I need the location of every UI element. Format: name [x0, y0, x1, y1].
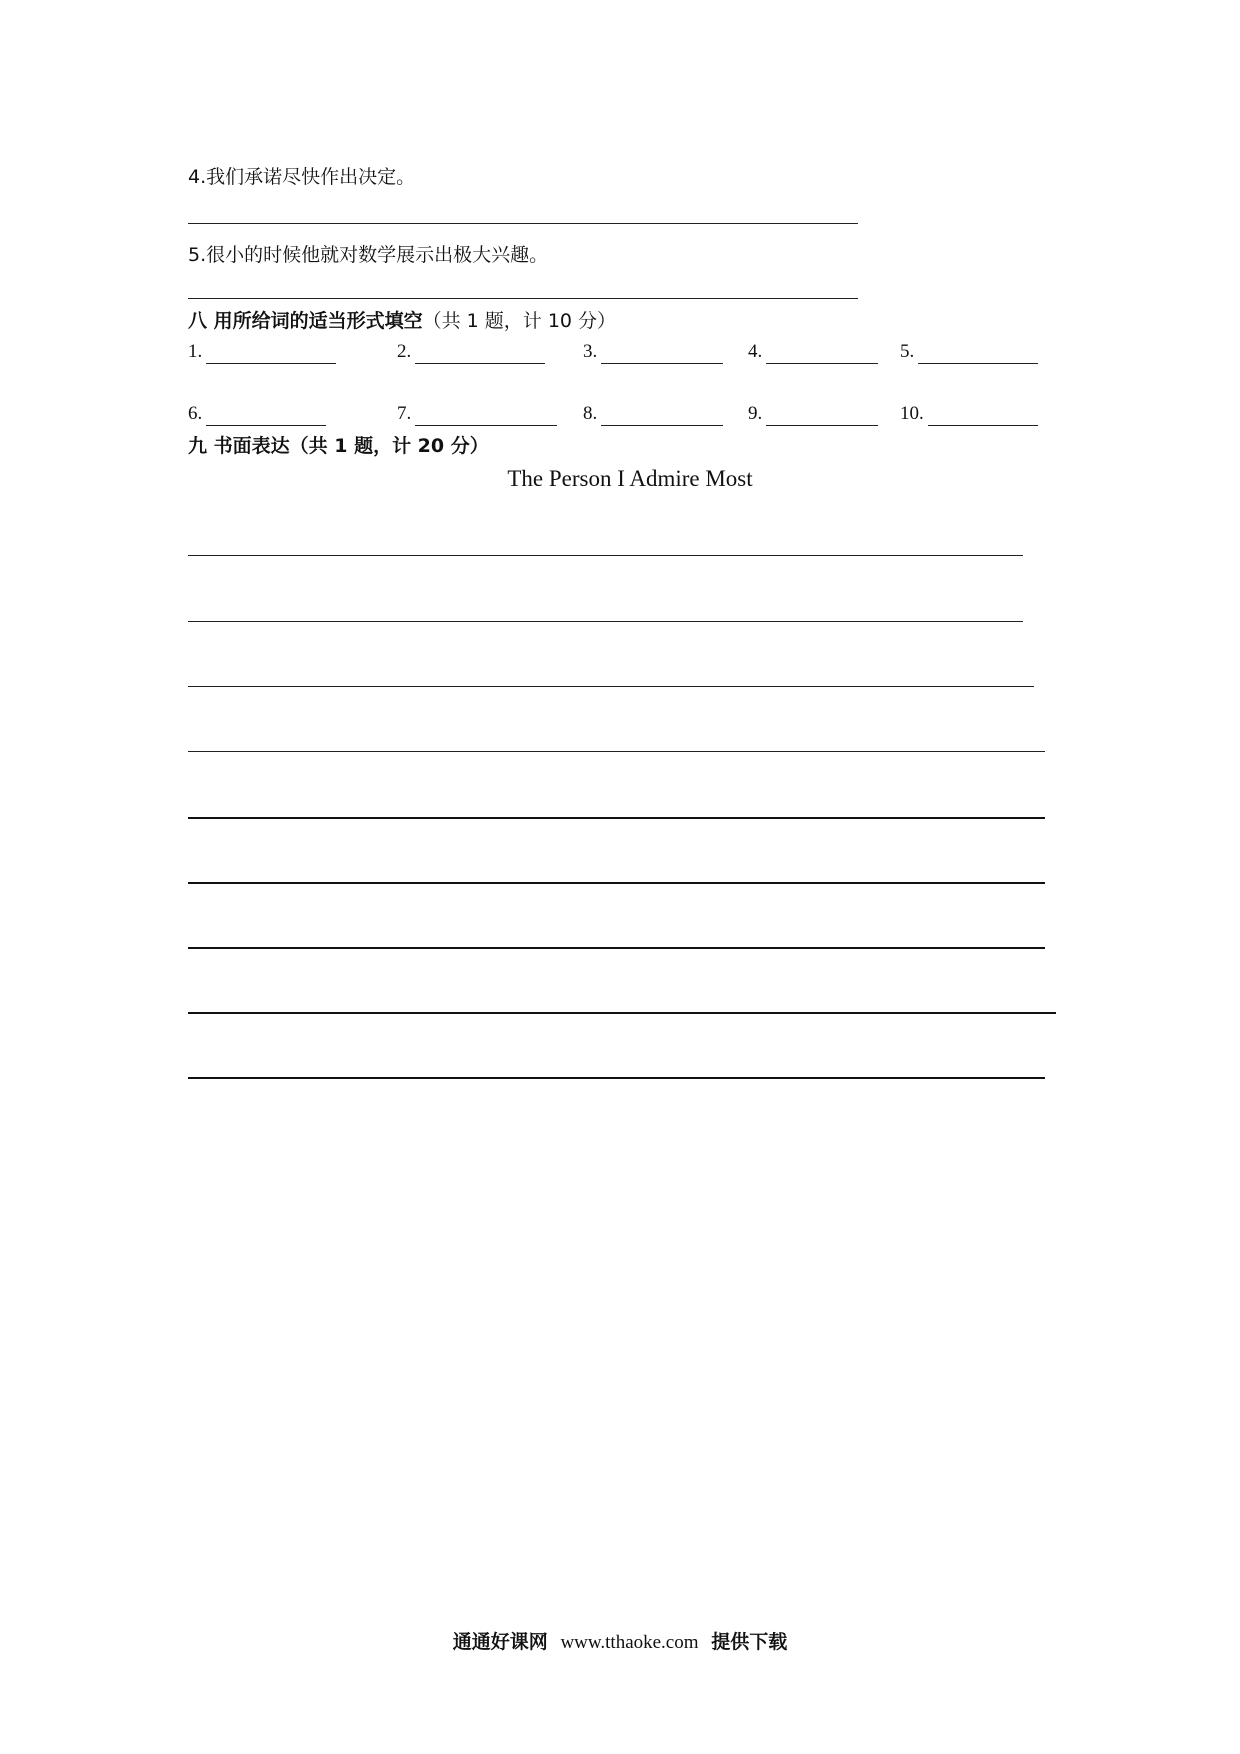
blank-10-label: 10.: [900, 403, 924, 424]
footer-url[interactable]: www.tthaoke.com: [560, 1632, 699, 1653]
blank-7[interactable]: [397, 402, 557, 426]
blank-6-line[interactable]: [206, 407, 326, 426]
blank-9[interactable]: [748, 402, 878, 426]
blank-9-line[interactable]: [766, 407, 878, 426]
blank-1-label: 1.: [188, 341, 203, 362]
blank-6[interactable]: [188, 402, 326, 426]
section-8-note: （共 1 题，计 10 分）: [422, 310, 617, 332]
blank-10-line[interactable]: [928, 407, 1038, 426]
translation-item-5: 5.很小的时候他就对数学展示出极大兴趣。: [188, 244, 549, 266]
section-8-title: 八 用所给词的适当形式填空: [188, 310, 423, 332]
essay-line-8[interactable]: [188, 1012, 1056, 1014]
blank-9-label: 9.: [748, 403, 763, 424]
blank-7-line[interactable]: [415, 407, 557, 426]
blank-5-label: 5.: [900, 341, 915, 362]
page-footer: [0, 1630, 1240, 1655]
section-9-heading: 九 书面表达（共 1 题，计 20 分）: [188, 435, 489, 457]
blank-5[interactable]: [900, 340, 1038, 364]
blank-4-label: 4.: [748, 341, 763, 362]
blank-1-line[interactable]: [206, 345, 336, 364]
blank-10[interactable]: [900, 402, 1038, 426]
essay-title: The Person I Admire Most: [507, 466, 753, 491]
blank-8-line[interactable]: [601, 407, 723, 426]
blank-2-line[interactable]: [415, 345, 545, 364]
blank-3-label: 3.: [583, 341, 598, 362]
blank-2-label: 2.: [397, 341, 412, 362]
answer-line-4[interactable]: [188, 223, 858, 224]
translation-item-4: 4.我们承诺尽快作出决定。: [188, 166, 416, 188]
footer-site-name: 通通好课网: [452, 1631, 548, 1653]
blank-4[interactable]: [748, 340, 878, 364]
essay-line-6[interactable]: [188, 882, 1045, 884]
section-8-heading: [188, 308, 616, 334]
blank-2[interactable]: [397, 340, 545, 364]
blank-5-line[interactable]: [918, 345, 1038, 364]
blank-4-line[interactable]: [766, 345, 878, 364]
answer-line-5[interactable]: [188, 298, 858, 299]
blank-3-line[interactable]: [601, 345, 723, 364]
essay-line-5[interactable]: [188, 817, 1045, 819]
blank-8[interactable]: [583, 402, 723, 426]
essay-line-4[interactable]: [188, 751, 1045, 752]
blank-8-label: 8.: [583, 403, 598, 424]
essay-line-2[interactable]: [188, 621, 1023, 622]
blank-1[interactable]: [188, 340, 336, 364]
essay-line-1[interactable]: [188, 555, 1023, 556]
blank-3[interactable]: [583, 340, 723, 364]
essay-line-9[interactable]: [188, 1077, 1045, 1079]
footer-suffix: 提供下载: [711, 1631, 788, 1653]
essay-line-3[interactable]: [188, 686, 1034, 687]
essay-line-7[interactable]: [188, 947, 1045, 949]
blank-7-label: 7.: [397, 403, 412, 424]
blank-6-label: 6.: [188, 403, 203, 424]
